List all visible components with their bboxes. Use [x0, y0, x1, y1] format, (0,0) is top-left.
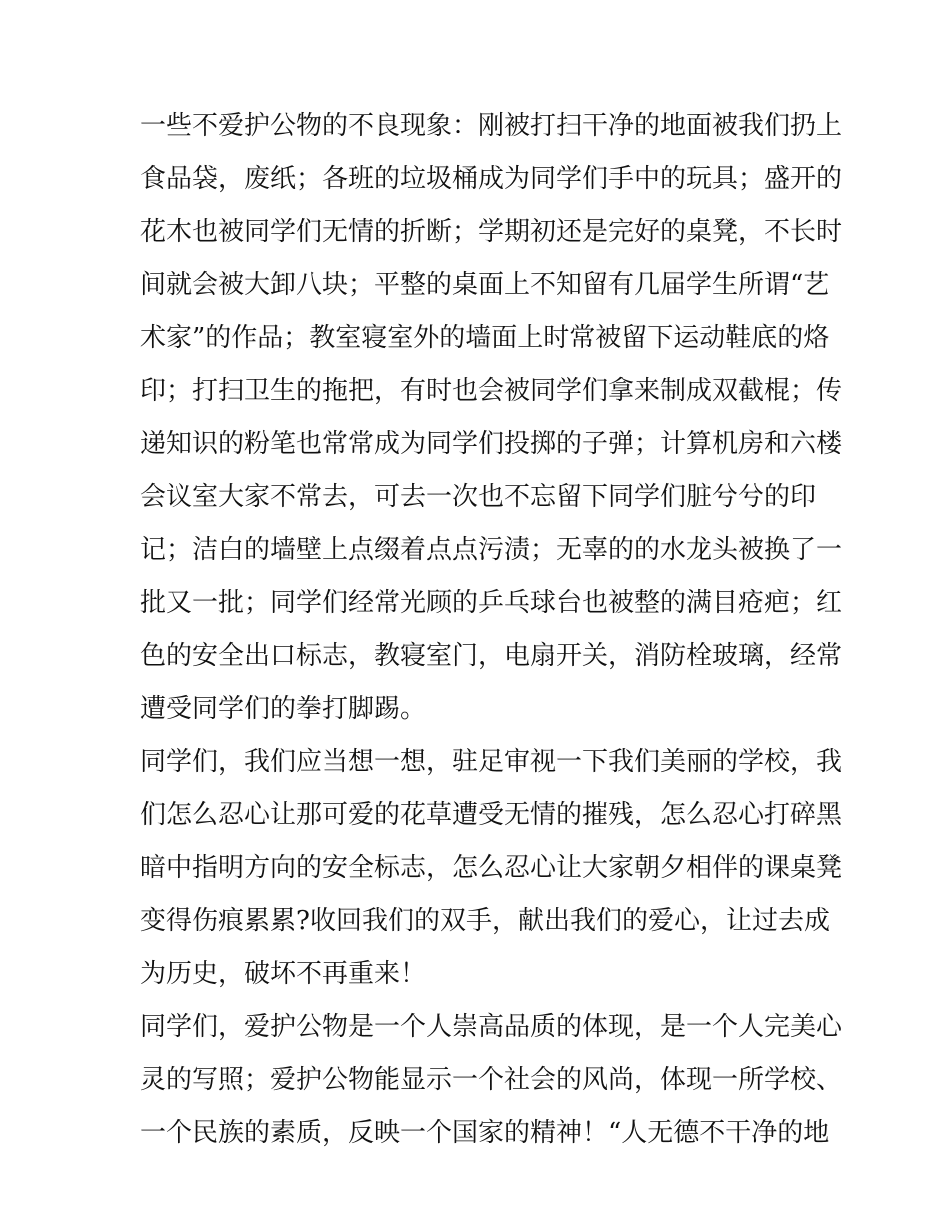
text-line: 灵的写照；爱护公物能显示一个社会的风尚，体现一所学校、 [140, 1065, 843, 1095]
text-line: 同学们，我们应当想一想，驻足审视一下我们美丽的学校，我 [140, 747, 843, 777]
text-line: 变得伤痕累累?收回我们的双手，献出我们的爱心，让过去成 [140, 906, 830, 936]
text-line: 暗中指明方向的安全标志，怎么忍心让大家朝夕相伴的课桌凳 [140, 853, 843, 883]
text-line: 同学们，爱护公物是一个人崇高品质的体现，是一个人完美心 [140, 1012, 843, 1042]
text-line: 间就会被大卸八块；平整的桌面上不知留有几届学生所谓“艺 [140, 270, 830, 300]
text-line: 为历史，破坏不再重来！ [140, 959, 427, 989]
text-line: 们怎么忍心让那可爱的花草遭受无情的摧残，怎么忍心打碎黑 [140, 800, 843, 830]
document-body [140, 100, 843, 1160]
text-line: 遭受同学们的拳打脚踢。 [140, 694, 427, 724]
text-line: 记；洁白的墙壁上点缀着点点污渍；无辜的的水龙头被换了一 [140, 535, 843, 565]
text-line: 会议室大家不常去，可去一次也不忘留下同学们脏兮兮的印 [140, 482, 817, 512]
text-line: 递知识的粉笔也常常成为同学们投掷的子弹；计算机房和六楼 [140, 429, 843, 459]
text-line: 花木也被同学们无情的折断；学期初还是完好的桌凳，不长时 [140, 217, 843, 247]
text-line: 一个民族的素质，反映一个国家的精神！“人无德不干净的地 [140, 1118, 830, 1148]
text-line: 术家”的作品；教室寝室外的墙面上时常被留下运动鞋底的烙 [140, 323, 830, 353]
text-line: 食品袋，废纸；各班的垃圾桶成为同学们手中的玩具；盛开的 [140, 164, 843, 194]
text-line: 一些不爱护公物的不良现象：刚被打扫干净的地面被我们扔上 [140, 111, 843, 141]
text-line: 色的安全出口标志，教寝室门，电扇开关，消防栓玻璃，经常 [140, 641, 843, 671]
text-line: 印；打扫卫生的拖把，有时也会被同学们拿来制成双截棍；传 [140, 376, 843, 406]
text-line: 批又一批；同学们经常光顾的乒乓球台也被整的满目疮疤；红 [140, 588, 843, 618]
